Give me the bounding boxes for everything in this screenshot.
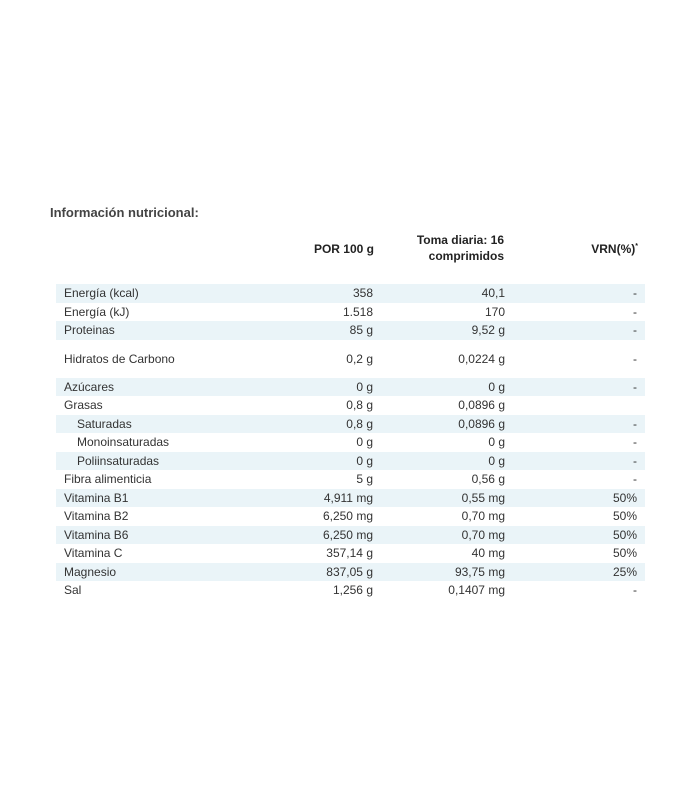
row-vrn: - xyxy=(633,416,637,431)
row-nutrient-name: Saturadas xyxy=(77,416,132,431)
row-nutrient-name: Fibra alimenticia xyxy=(64,472,152,487)
table-row xyxy=(56,452,645,471)
row-per-100g: 0,2 g xyxy=(346,351,373,366)
nutrition-table xyxy=(56,284,645,600)
row-nutrient-name: Poliinsaturadas xyxy=(77,453,160,468)
row-per-100g: 0 g xyxy=(356,435,373,450)
row-per-100g: 358 xyxy=(352,286,373,301)
row-nutrient-name: Vitamina B6 xyxy=(64,527,129,542)
row-per-100g: 357,14 g xyxy=(326,546,373,561)
row-daily-dose: 40 mg xyxy=(471,546,505,561)
row-daily-dose: 0,56 g xyxy=(471,472,505,487)
row-daily-dose: 93,75 mg xyxy=(454,564,505,579)
row-vrn: - xyxy=(633,304,637,319)
header-vrn-footnote-mark: * xyxy=(635,243,638,250)
table-row xyxy=(56,507,645,526)
row-vrn: - xyxy=(633,583,637,598)
row-daily-dose: 9,52 g xyxy=(471,323,505,338)
row-daily-dose: 0 g xyxy=(488,453,505,468)
row-daily-dose: 0,55 mg xyxy=(461,490,505,505)
row-daily-dose: 170 xyxy=(484,304,505,319)
row-per-100g: 0,8 g xyxy=(346,398,373,413)
table-row xyxy=(56,563,645,582)
row-nutrient-name: Vitamina C xyxy=(64,546,123,561)
row-daily-dose: 0,0896 g xyxy=(458,398,505,413)
row-daily-dose: 0 g xyxy=(488,435,505,450)
row-vrn: 50% xyxy=(612,546,637,561)
table-row xyxy=(56,340,645,378)
row-nutrient-name: Grasas xyxy=(64,398,103,413)
row-daily-dose: 0,1407 mg xyxy=(448,583,505,598)
row-vrn: 50% xyxy=(612,490,637,505)
row-per-100g: 85 g xyxy=(349,323,373,338)
row-vrn: - xyxy=(633,351,637,366)
row-nutrient-name: Energía (kJ) xyxy=(64,304,130,319)
row-vrn: - xyxy=(633,472,637,487)
header-per-100g: POR 100 g xyxy=(313,242,374,256)
row-per-100g: 0 g xyxy=(356,379,373,394)
row-vrn: 50% xyxy=(612,509,637,524)
row-nutrient-name: Magnesio xyxy=(64,564,117,579)
row-per-100g: 0,8 g xyxy=(346,416,373,431)
header-daily-dose-line2: comprimidos xyxy=(428,249,504,263)
row-per-100g: 6,250 mg xyxy=(322,509,373,524)
row-per-100g: 5 g xyxy=(356,472,373,487)
row-per-100g: 1.518 xyxy=(342,304,373,319)
row-per-100g: 1,256 g xyxy=(332,583,373,598)
row-daily-dose: 0 g xyxy=(488,379,505,394)
table-row xyxy=(56,396,645,415)
header-daily-dose xyxy=(390,232,504,264)
row-daily-dose: 0,0896 g xyxy=(458,416,505,431)
row-per-100g: 4,911 mg xyxy=(323,490,373,505)
row-vrn: - xyxy=(633,323,637,338)
row-per-100g: 837,05 g xyxy=(326,564,373,579)
table-row xyxy=(56,378,645,397)
header-vrn xyxy=(560,242,638,256)
row-daily-dose: 0,0224 g xyxy=(458,351,505,366)
header-daily-dose-line1: Toma diaria: 16 xyxy=(416,233,504,247)
row-per-100g: 0 g xyxy=(356,453,373,468)
row-vrn: 25% xyxy=(612,564,637,579)
row-nutrient-name: Vitamina B1 xyxy=(64,490,129,505)
table-row xyxy=(56,581,645,600)
row-nutrient-name: Monoinsaturadas xyxy=(77,435,170,450)
row-nutrient-name: Energía (kcal) xyxy=(64,286,139,301)
row-vrn: - xyxy=(633,379,637,394)
table-row xyxy=(56,433,645,452)
row-vrn: - xyxy=(633,453,637,468)
row-per-100g: 6,250 mg xyxy=(322,527,373,542)
page-title: Información nutricional: xyxy=(50,205,199,220)
row-daily-dose: 0,70 mg xyxy=(461,509,505,524)
header-vrn-label: VRN(%) xyxy=(591,242,636,256)
row-nutrient-name: Azúcares xyxy=(64,379,115,394)
row-vrn: - xyxy=(633,286,637,301)
table-row xyxy=(56,526,645,545)
row-daily-dose: 40,1 xyxy=(481,286,505,301)
table-row xyxy=(56,321,645,340)
table-row xyxy=(56,284,645,303)
row-vrn: 50% xyxy=(612,527,637,542)
table-row xyxy=(56,303,645,322)
table-row xyxy=(56,470,645,489)
row-vrn: - xyxy=(633,435,637,450)
row-nutrient-name: Proteinas xyxy=(64,323,115,338)
row-nutrient-name: Sal xyxy=(64,583,82,598)
row-daily-dose: 0,70 mg xyxy=(461,527,505,542)
row-nutrient-name: Hidratos de Carbono xyxy=(64,351,175,366)
table-row xyxy=(56,489,645,508)
row-nutrient-name: Vitamina B2 xyxy=(64,509,129,524)
table-row xyxy=(56,415,645,434)
table-row xyxy=(56,544,645,563)
